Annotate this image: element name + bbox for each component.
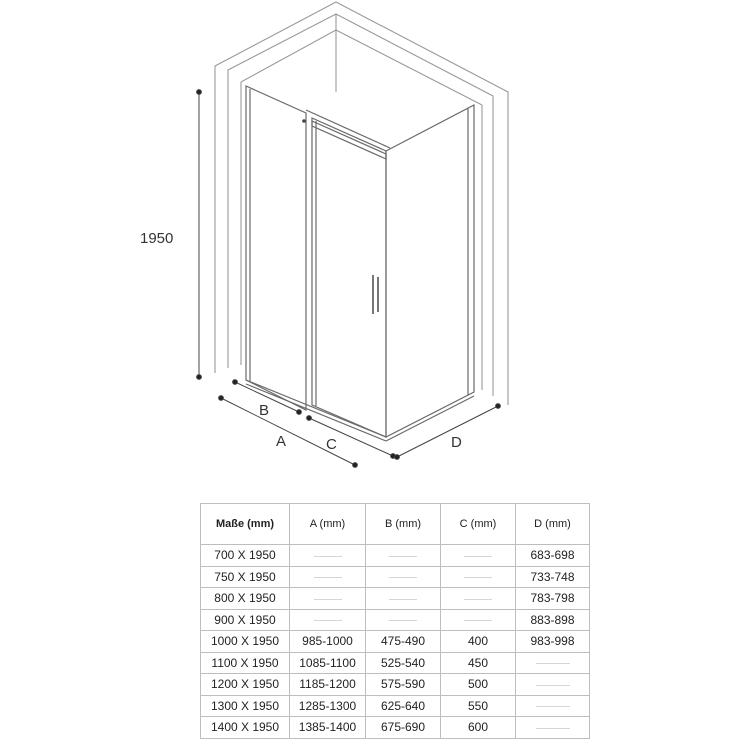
empty-cell-dash [314, 620, 342, 621]
cell-a [290, 609, 366, 631]
empty-cell-dash [536, 685, 570, 686]
cell-d: 733-748 [516, 566, 590, 588]
b-dimension-label: B [259, 402, 270, 419]
header-b: B (mm) [366, 504, 441, 545]
cell-size: 900 X 1950 [201, 609, 290, 631]
header-size: Maße (mm) [201, 504, 290, 545]
empty-cell-dash [464, 620, 492, 621]
empty-cell-dash [314, 577, 342, 578]
cell-c: 550 [441, 695, 516, 717]
cell-b: 675-690 [366, 717, 441, 739]
table-header-row [201, 504, 590, 545]
empty-cell-dash [464, 599, 492, 600]
cell-a: 1385-1400 [290, 717, 366, 739]
cell-c [441, 566, 516, 588]
cell-size: 1400 X 1950 [201, 717, 290, 739]
cell-b: 625-640 [366, 695, 441, 717]
empty-cell-dash [464, 556, 492, 557]
cell-c [441, 545, 516, 567]
cell-b: 475-490 [366, 631, 441, 653]
empty-cell-dash [389, 620, 417, 621]
cell-a: 1185-1200 [290, 674, 366, 696]
cell-size: 750 X 1950 [201, 566, 290, 588]
header-c: C (mm) [441, 504, 516, 545]
cell-a [290, 566, 366, 588]
table-row [201, 545, 590, 567]
empty-cell-dash [389, 556, 417, 557]
cell-size: 800 X 1950 [201, 588, 290, 610]
wall-outline [215, 2, 508, 405]
table-row [201, 609, 590, 631]
d-dimension-label: D [451, 434, 462, 451]
empty-cell-dash [536, 706, 570, 707]
table-row [201, 717, 590, 739]
cell-a: 985-1000 [290, 631, 366, 653]
table-row [201, 566, 590, 588]
cell-a [290, 588, 366, 610]
cell-b [366, 566, 441, 588]
cell-c [441, 609, 516, 631]
header-a: A (mm) [290, 504, 366, 545]
empty-cell-dash [464, 577, 492, 578]
cell-d: 683-698 [516, 545, 590, 567]
c-dimension-label: C [326, 436, 337, 453]
cell-d [516, 674, 590, 696]
cell-c: 600 [441, 717, 516, 739]
cell-size: 1000 X 1950 [201, 631, 290, 653]
cell-b: 575-590 [366, 674, 441, 696]
cell-d [516, 652, 590, 674]
cell-d [516, 695, 590, 717]
cell-size: 1100 X 1950 [201, 652, 290, 674]
cell-b [366, 545, 441, 567]
rail-stopper [302, 119, 306, 123]
cell-size: 1200 X 1950 [201, 674, 290, 696]
cell-a: 1085-1100 [290, 652, 366, 674]
table-row [201, 674, 590, 696]
cell-d: 783-798 [516, 588, 590, 610]
empty-cell-dash [314, 556, 342, 557]
empty-cell-dash [389, 599, 417, 600]
table-row [201, 631, 590, 653]
cell-b [366, 588, 441, 610]
dimension-lines [197, 90, 501, 468]
cell-b: 525-540 [366, 652, 441, 674]
cell-c: 500 [441, 674, 516, 696]
header-d: D (mm) [516, 504, 590, 545]
cell-c: 400 [441, 631, 516, 653]
cell-a [290, 545, 366, 567]
size-spec-table [200, 503, 590, 739]
empty-cell-dash [389, 577, 417, 578]
empty-cell-dash [536, 728, 570, 729]
empty-cell-dash [536, 663, 570, 664]
cell-d: 983-998 [516, 631, 590, 653]
cell-b [366, 609, 441, 631]
cell-c: 450 [441, 652, 516, 674]
door-handle [373, 275, 378, 314]
height-dimension-label: 1950 [140, 230, 174, 247]
table-row [201, 695, 590, 717]
cell-size: 700 X 1950 [201, 545, 290, 567]
shower-frame [246, 86, 474, 441]
cell-d: 883-898 [516, 609, 590, 631]
a-dimension-label: A [276, 433, 287, 450]
table-row [201, 652, 590, 674]
cell-c [441, 588, 516, 610]
table-row [201, 588, 590, 610]
empty-cell-dash [314, 599, 342, 600]
cell-size: 1300 X 1950 [201, 695, 290, 717]
cell-d [516, 717, 590, 739]
table-body [201, 545, 590, 739]
cell-a: 1285-1300 [290, 695, 366, 717]
